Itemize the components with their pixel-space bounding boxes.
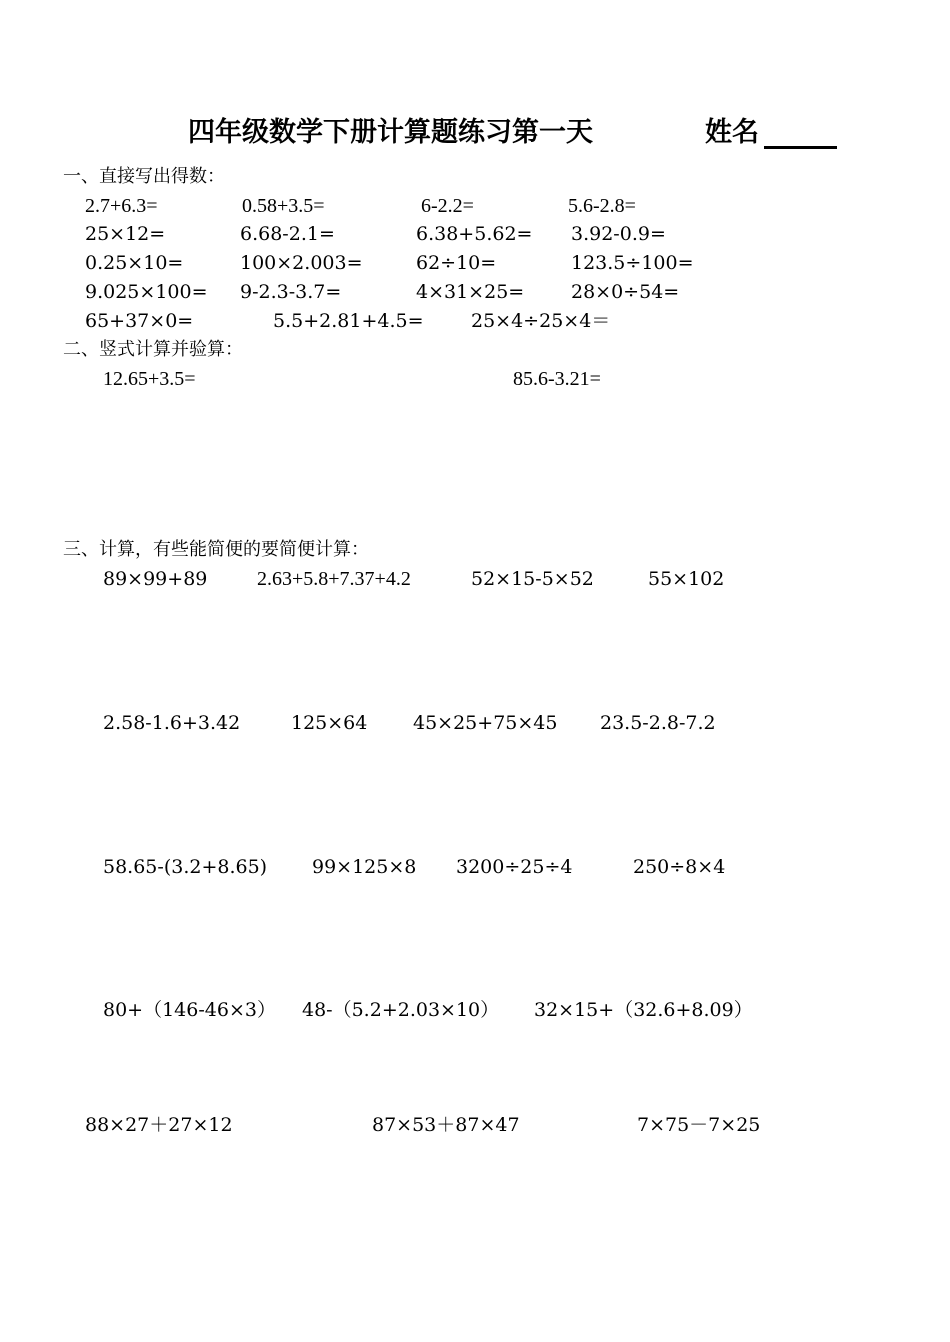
problem-item: 62÷10= xyxy=(416,252,497,274)
problem-item: 80+（146-46×3） xyxy=(103,999,276,1021)
problem-item: 87×53＋87×47 xyxy=(372,1114,520,1136)
problem-item: 65+37×0= xyxy=(85,310,194,332)
problem-item: 48-（5.2+2.03×10） xyxy=(302,999,500,1021)
problem-item: 125×64 xyxy=(291,712,368,734)
name-label: 姓名 xyxy=(705,117,759,148)
problem-item: 5.6-2.8= xyxy=(568,195,636,217)
section1-heading: 一、直接写出得数： xyxy=(63,166,225,187)
problem-item: 0.25×10= xyxy=(85,252,184,274)
problem-item: 88×27＋27×12 xyxy=(85,1114,233,1136)
problem-item: 32×15+（32.6+8.09） xyxy=(534,999,753,1021)
problem-item: 100×2.003= xyxy=(240,252,363,274)
section2-heading: 二、竖式计算并验算： xyxy=(63,339,243,360)
problem-item: 55×102 xyxy=(648,568,725,590)
problem-item: 3.92-0.9= xyxy=(571,223,666,245)
problem-item: 4×31×25= xyxy=(416,281,525,303)
problem-item: 25×12= xyxy=(85,223,166,245)
problem-item: 2.58-1.6+3.42 xyxy=(103,712,241,734)
problem-item: 99×125×8 xyxy=(312,856,417,878)
problem-item: 123.5÷100= xyxy=(571,252,694,274)
problem-item: 89×99+89 xyxy=(103,568,208,590)
section3-heading: 三、计算，有些能简便的要简便计算： xyxy=(63,539,369,560)
problem-item: 9.025×100= xyxy=(85,281,208,303)
problem-item: 6-2.2= xyxy=(421,195,474,217)
problem-item: 5.5+2.81+4.5= xyxy=(273,310,424,332)
problem-item: 2.7+6.3= xyxy=(85,195,158,217)
problem-item: 45×25+75×45 xyxy=(413,712,558,734)
page-title: 四年级数学下册计算题练习第一天 xyxy=(188,117,593,148)
problem-item: 9-2.3-3.7= xyxy=(240,281,342,303)
problem-item: 6.38+5.62= xyxy=(416,223,533,245)
problem-item: 250÷8×4 xyxy=(633,856,726,878)
problem-item: 52×15-5×52 xyxy=(471,568,594,590)
problem-item: 0.58+3.5= xyxy=(242,195,325,217)
problem-item: 85.6-3.21= xyxy=(513,368,601,390)
problem-item: 25×4÷25×4＝ xyxy=(471,310,611,332)
problem-item: 6.68-2.1= xyxy=(240,223,335,245)
problem-item: 12.65+3.5= xyxy=(103,368,196,390)
problem-item: 23.5-2.8-7.2 xyxy=(600,712,716,734)
name-blank-line[interactable] xyxy=(764,146,837,149)
problem-item: 28×0÷54= xyxy=(571,281,680,303)
problem-item: 2.63+5.8+7.37+4.2 xyxy=(257,568,411,590)
problem-item: 58.65-(3.2+8.65) xyxy=(103,856,268,878)
problem-item: 7×75－7×25 xyxy=(637,1114,761,1136)
problem-item: 3200÷25÷4 xyxy=(456,856,573,878)
